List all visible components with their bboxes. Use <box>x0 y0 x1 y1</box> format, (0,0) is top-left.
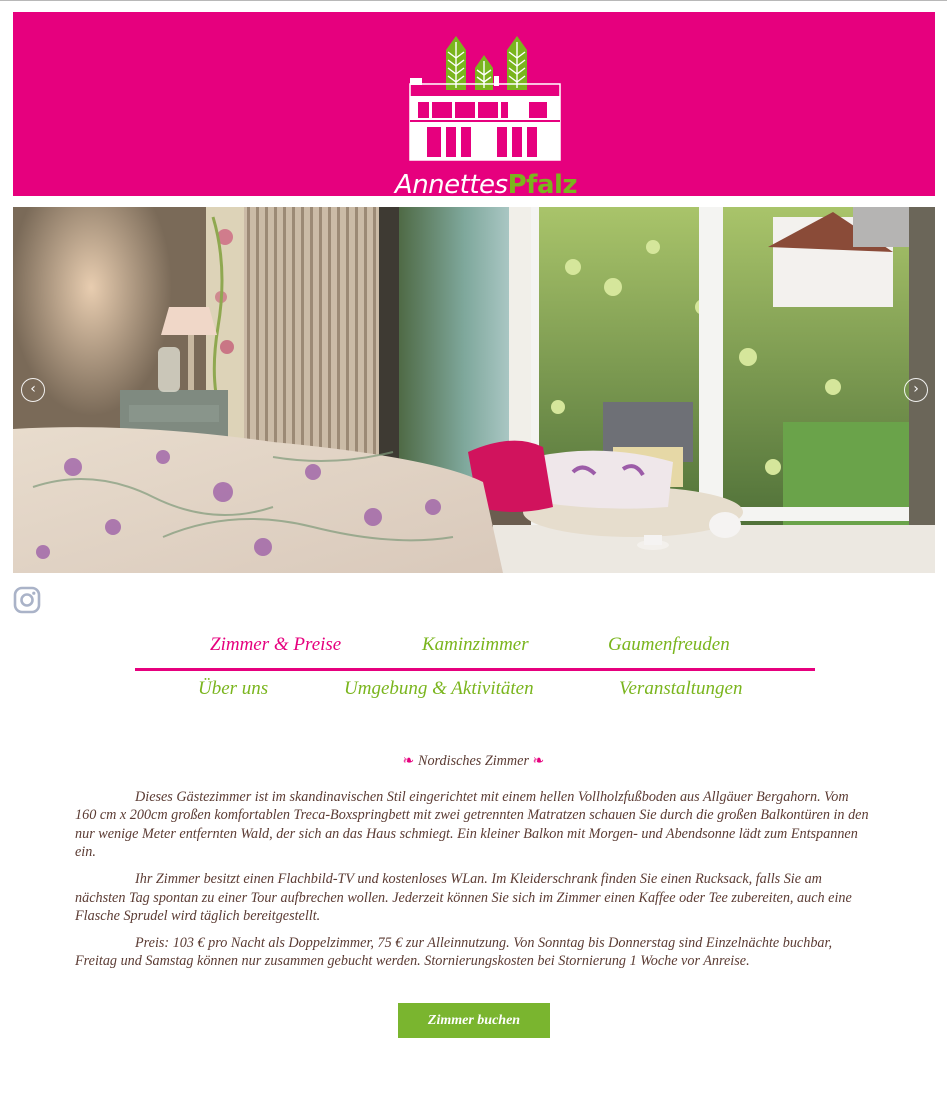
room-description <box>75 752 872 979</box>
image-slider[interactable] <box>13 207 935 573</box>
price-paragraph: Preis: 103 € pro Nacht als Doppelzimmer, 75 € zur Alleinnutzung. Von Sonntag bis Donnerstag sind Einzelnächte buchbar, Freitag und Samstag können nur zusammen gebucht werden. Stornierungskosten bei Stornierung 1 Woche vor Anreise. <box>75 934 833 970</box>
top-rule <box>0 0 947 1</box>
instagram-link[interactable] <box>13 586 41 614</box>
main-nav <box>135 630 815 710</box>
slider-next-button[interactable]: › <box>904 378 928 402</box>
site-logo[interactable] <box>386 28 586 200</box>
nav-zimmer-preise[interactable]: Zimmer & Preise <box>210 634 342 655</box>
nav-divider <box>135 668 815 671</box>
instagram-icon <box>13 586 41 614</box>
book-room-button[interactable]: Zimmer buchen <box>398 1003 550 1038</box>
nav-veranstaltungen[interactable]: Veranstaltungen <box>619 678 743 699</box>
description-paragraph-2: Ihr Zimmer besitzt einen Flachbild-TV und kostenloses WLan. Im Kleiderschrank finden Sie einen Rucksack, falls Sie am nächsten Tag spontan zu einer Tour aufbrechen wollen. Jederzeit können Sie sich im Zimmer einen Kaffee oder Tee zubereiten, auch eine Flasche Sprudel wird täglich bereitgestellt. <box>75 870 852 925</box>
nav-gaumenfreuden[interactable]: Gaumenfreuden <box>608 634 730 655</box>
brand-name-part2: Pfalz <box>507 170 578 200</box>
room-title <box>75 752 872 771</box>
slider-prev-button[interactable]: ‹ <box>21 378 45 402</box>
room-title-text: Nordisches Zimmer <box>417 753 529 769</box>
nav-umgebung-aktivitaeten[interactable]: Umgebung & Aktivitäten <box>344 678 534 699</box>
header-banner <box>13 12 935 200</box>
brand-name-part1: Annettes <box>394 170 508 200</box>
nav-ueber-uns[interactable]: Über uns <box>198 678 269 699</box>
nav-kaminzimmer[interactable]: Kaminzimmer <box>422 634 529 655</box>
ornament-icon: ❧ <box>532 753 545 769</box>
house-trees-logo-icon <box>386 28 586 168</box>
description-paragraph-1: Dieses Gästezimmer ist im skandinavischen Stil eingerichtet mit einem hellen Vollholzfußboden aus Allgäuer Bergahorn. Vom 160 cm x 200cm großen komfortablen Treca-Boxspringbett mit zwei getrennten Matratzen schauen Sie durch die großen Balkontüren in den nur wenige Meter entfernten Wald, der sich an das Haus schmiegt. Ein kleiner Balkon mit Morgen- und Abendsonne lädt zum Entspannen ein. <box>75 788 869 861</box>
nav-row-1 <box>135 630 815 666</box>
ornament-icon: ❧ <box>402 753 415 769</box>
brand-name <box>386 170 586 200</box>
nav-row-2 <box>135 674 815 710</box>
bedroom-photo <box>13 207 935 573</box>
